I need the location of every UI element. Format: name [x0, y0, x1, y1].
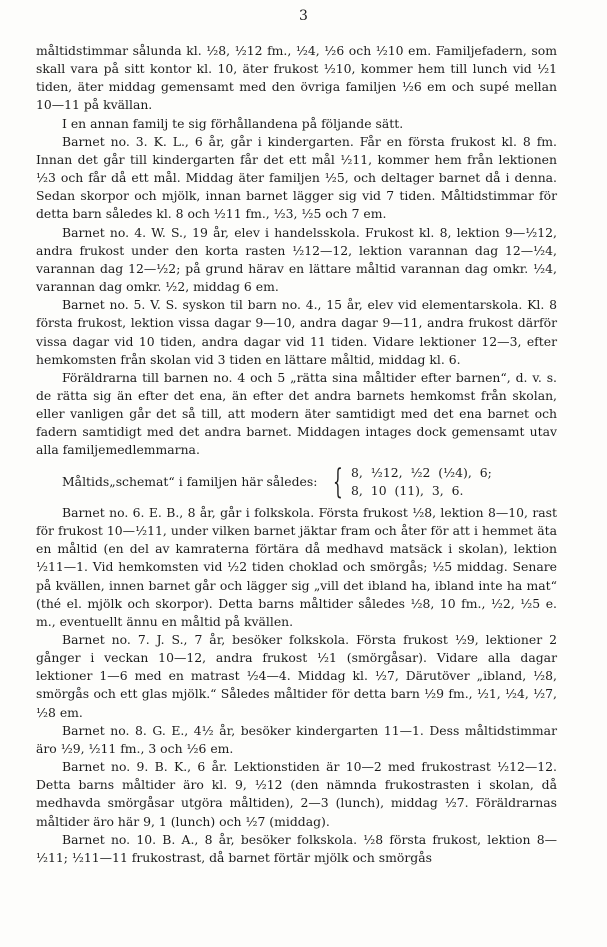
page-number: 3 [299, 8, 308, 24]
meal-schedule-rows [351, 464, 492, 500]
paragraph: måltidstimmar sålunda kl. ½8, ½12 fm., ½4, ½6 och ½10 em. Familjefadern, som skall vara på sitt kontor kl. 10, äter frukost ½10, kommer hem till lunch vid ½1 tiden, äter middag gemensamt med den övriga familjen ½6 em och supé mellan 10—11 på kvällan. [36, 43, 557, 113]
paragraph: Barnet no. 9. B. K., 6 år. Lektionstiden är 10—2 med frukostrast ½12—12. Detta barns måltider äro kl. 9, ½12 (den nämnda frukostrasten i skolan, då medhavda smörgåsar utgöra måltiden), 2—3 (lunch), middag ½7. Föräldrarnas måltider äro här 9, 1 (lunch) och ½7 (middag). [36, 759, 557, 829]
paragraph: Föräldrarna till barnen no. 4 och 5 „rätta sina måltider efter barnen“, d. v. s. de rätta sig än efter det ena, än efter det andra barnets hemkomst från skolan, eller vanligen går det så till, att modern äter samtidigt med det ena barnet och fadern samtidigt med det andra barnet. Middagen intages dock gemensamt utav alla familjemedlemmarna. [36, 369, 557, 458]
meal-schedule-row: 8, ½12, ½2 (½4), 6; [351, 464, 492, 480]
paragraph: Barnet no. 10. B. A., 8 år, besöker folkskola. ½8 första frukost, lektion 8—½11; ½11—11 frukostrast, då barnet förtär mjölk och smörgås [36, 831, 557, 865]
meal-schedule-label: Måltids„schemat“ i familjen här således: [62, 473, 318, 489]
meal-schedule-row: 8, 10 (11), 3, 6. [351, 482, 464, 498]
paragraph: Barnet no. 8. G. E., 4½ år, besöker kindergarten 11—1. Dess måltidstimmar äro ½9, ½11 fm., 3 och ½6 em. [36, 722, 557, 756]
paragraph: Barnet no. 6. E. B., 8 år, går i folkskola. Första frukost ½8, lektion 8—10, rast för frukost 10—½11, under vilken barnet jäktar fram och åter för att i hemmet äta en måltid (en del av kamraterna förtära då medhavd matsäck i skolan), lektion ½11—1. Vid hemkomsten vid ½2 tiden choklad och smörgås; ½5 middag. Senare på kvällen, innen barnet går och lägger sig „vill det ibland ha, ibland inte ha mat“ (thé el. mjölk och skorpor). Detta barns måltider således ½8, 10 fm., ½2, ½5 e. m., eventuellt ännu en måltid på kvällen. [36, 504, 557, 629]
paragraph: Barnet no. 5. V. S. syskon til barn no. 4., 15 år, elev vid elementarskola. Kl. 8 första frukost, lektion vissa dagar 9—10, andra dagar 9—11, andra frukost därför vissa dagar vid 10 tiden, andra dagar vid 11 tiden. Vidare lektioner 12—3, efter hemkomsten från skolan vid 3 tiden en lättare måltid, middag kl. 6. [36, 297, 557, 367]
meal-schedule [62, 461, 557, 502]
paragraph: Barnet no. 4. W. S., 19 år, elev i handelsskola. Frukost kl. 8, lektion 9—½12, andra frukost under den korta rasten ½12—12, lektion varannan dag 12—½4, varannan dag 12—½2; på grund härav en lättare måltid varannan dag omkr. ½4, varannan dag omkr. ½2, middag 6 em. [36, 224, 557, 295]
body-text [36, 42, 557, 867]
paragraph: Barnet no. 3. K. L., 6 år, går i kindergarten. Får en första frukost kl. 8 fm. Innan det går till kindergarten får det ett mål ½11, kommer hem från lektionen ½3 och får då ett mål. Middag äter familjen ½5, och deltager barnet då i denna. Sedan skorpor och mjölk, innan barnet lägger sig vid 7 tiden. Måltidstimmar för detta barn således kl. 8 och ½11 fm., ½3, ½5 och 7 em. [36, 133, 557, 222]
paragraph: I en annan familj te sig förhållandena på följande sätt. [62, 115, 404, 131]
brace-icon: { [333, 461, 344, 502]
paragraph: Barnet no. 7. J. S., 7 år, besöker folkskola. Första frukost ½9, lektioner 2 gånger i veckan 10—12, andra frukost ½1 (smörgåsar). Vidare alla dagar lektioner 1—6 med en matrast ½4—4. Middag kl. ½7, Därutöver „ibland, ½8, smörgås och ett glas mjölk.“ Således måltider för detta barn ½9 fm., ½1, ½4, ½7, ½8 em. [36, 632, 557, 720]
